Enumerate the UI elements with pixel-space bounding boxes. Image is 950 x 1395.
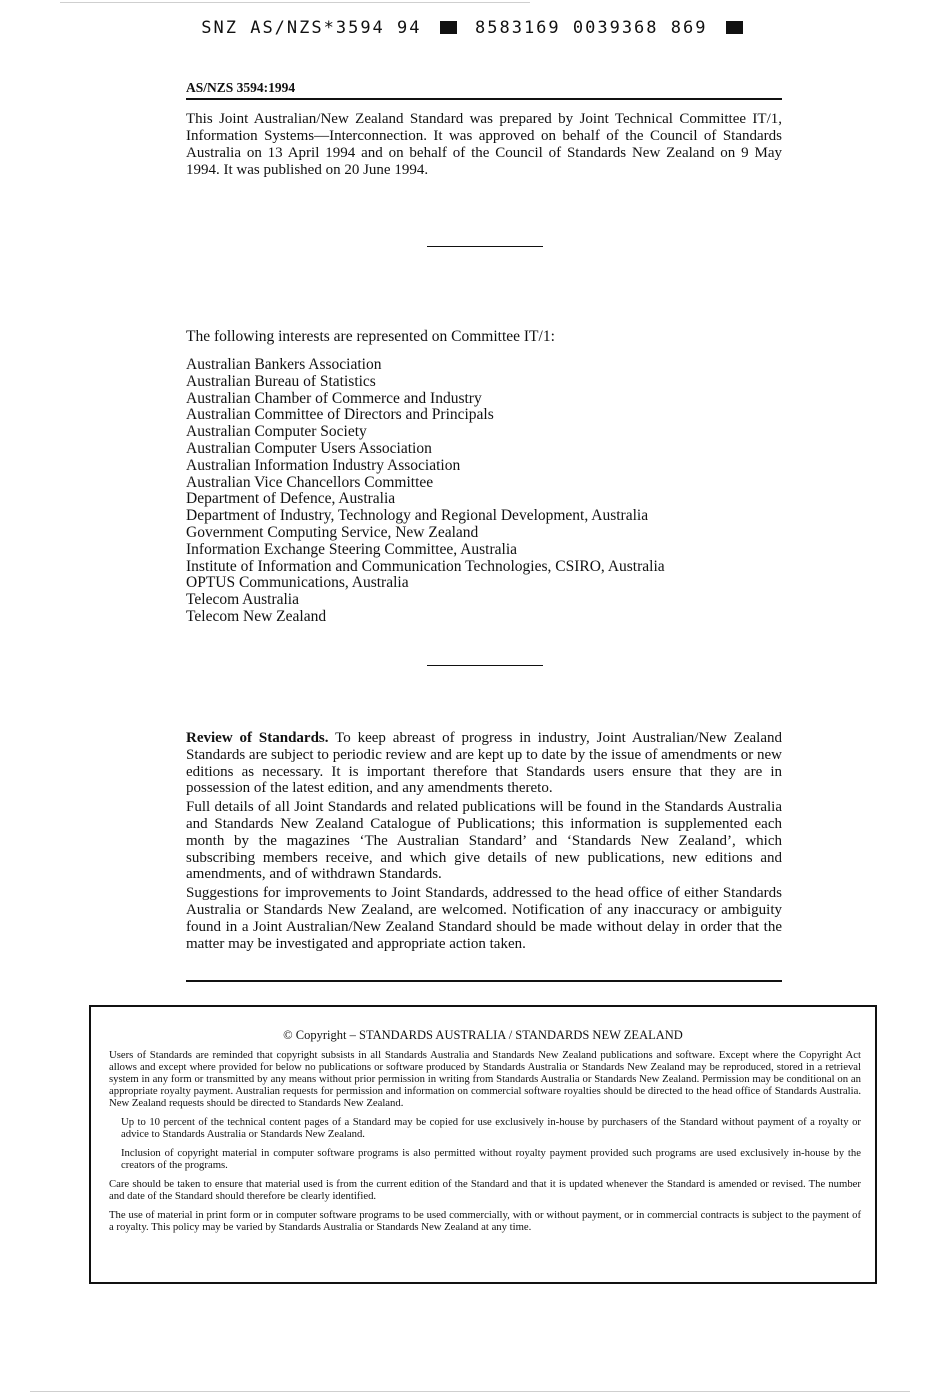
- committee-member: Australian Computer Users Association: [186, 439, 432, 457]
- committee-member: Institute of Information and Communication Technologies, CSIRO, Australia: [186, 557, 665, 575]
- copyright-body: [109, 1049, 861, 1240]
- scan-artifact-top: [60, 2, 530, 3]
- copyright-title: © Copyright – STANDARDS AUSTRALIA / STANDARDS NEW ZEALAND: [283, 1028, 683, 1042]
- review-of-standards: [186, 730, 782, 954]
- copyright-paragraph-1: Users of Standards are reminded that copyright subsists in all Standards Australia and Standards New Zealand publications and software. Except where the Copyright Act allows and except where provided for below no publications or software produced by Standards Australia or Standards New Zealand may be reproduced, stored in a retrieval system in any form or transmitted by any means without prior permission in writing from Standards Australia or Standards New Zealand. Permission may be conditional on an appropriate royalty payment. Australian requests for permission and information on commercial software royalties should be directed to the head office of Standards Australia. New Zealand requests should be directed to Standards New Zealand.: [109, 1049, 861, 1109]
- committee-member: Australian Bureau of Statistics: [186, 372, 376, 390]
- committee-members-list: [186, 357, 665, 626]
- header-code-part2: 8583169 0039368 869: [475, 18, 708, 38]
- committee-member: Australian Information Industry Association: [186, 456, 461, 474]
- section-divider-2: [427, 665, 543, 666]
- header-code: [0, 18, 950, 38]
- header-block-mark-end: [726, 21, 743, 34]
- review-text-1: To keep abreast of progress in industry, Joint Australian/New Zealand Standards are subject to periodic review and are kept up to date by the issue of amendments or new editions as necessary. It is important therefore that Standards users ensure that they are in possession of the latest edition, and any amendments thereto.: [186, 730, 782, 797]
- scan-artifact-bottom: [30, 1391, 910, 1392]
- copyright-paragraph-3: Inclusion of copyright material in computer software programs is also permitted without royalty payment provided such programs are used exclusively in-house by the creators of the programs.: [121, 1147, 861, 1171]
- committee-heading: The following interests are represented on Committee IT/1:: [186, 328, 555, 345]
- committee-member: OPTUS Communications, Australia: [186, 574, 409, 592]
- committee-member: Australian Vice Chancellors Committee: [186, 473, 434, 491]
- committee-member: Telecom New Zealand: [186, 607, 327, 625]
- section-divider-1: [427, 246, 543, 247]
- header-code-part1: SNZ AS/NZS*3594 94: [201, 18, 422, 38]
- copyright-paragraph-5: The use of material in print form or in computer software programs to be used commercially, with or without payment, or in commercial contracts is subject to the payment of a royalty. This policy may be varied by Standards Australia or Standards New Zealand at any time.: [109, 1209, 861, 1233]
- review-lead: Review of Standards.: [186, 730, 329, 746]
- committee-member: Australian Computer Society: [186, 423, 367, 441]
- committee-member: Australian Chamber of Commerce and Industry: [186, 389, 482, 407]
- committee-member: Australian Committee of Directors and Principals: [186, 406, 494, 424]
- committee-member: Department of Industry, Technology and Regional Development, Australia: [186, 507, 649, 525]
- review-paragraph-1: [186, 730, 782, 797]
- document-id: AS/NZS 3594:1994: [186, 80, 782, 100]
- header-block-mark: [440, 21, 457, 34]
- committee-member: Government Computing Service, New Zealand: [186, 523, 479, 541]
- committee-member: Department of Defence, Australia: [186, 490, 396, 508]
- review-paragraph-2: Full details of all Joint Standards and related publications will be found in the Standards Australia and Standards New Zealand Catalogue of Publications; this information is supplemented each month by the magazines ‘The Australian Standard’ and ‘Standards New Zealand’, which subscribing members receive, and which give details of new publications, new editions and amendments, and of withdrawn Standards.: [186, 799, 782, 883]
- copyright-paragraph-4: Care should be taken to ensure that material used is from the current edition of the Standard and that it is updated whenever the Standard is amended or revised. The number and date of the Standard should therefore be clearly identified.: [109, 1178, 861, 1202]
- review-bottom-rule: [186, 980, 782, 982]
- committee-member: Information Exchange Steering Committee, Australia: [186, 540, 518, 558]
- committee-member: Telecom Australia: [186, 591, 299, 609]
- review-paragraph-3: Suggestions for improvements to Joint Standards, addressed to the head office of either Standards Australia or Standards New Zealand, are welcomed. Notification of any inaccuracy or ambiguity found in a Joint Australian/New Zealand Standard should be made without delay in order that the matter may be investigated and appropriate action taken.: [186, 885, 782, 952]
- copyright-notice-box: [89, 1005, 877, 1284]
- intro-paragraph: This Joint Australian/New Zealand Standard was prepared by Joint Technical Committee IT/1, Information Systems—Interconnection. It was approved on behalf of the Council of Standards Australia on 13 April 1994 and on behalf of the Council of Standards New Zealand on 9 May 1994. It was published on 20 June 1994.: [186, 111, 782, 178]
- committee-member: Australian Bankers Association: [186, 356, 382, 373]
- copyright-paragraph-2: Up to 10 percent of the technical content pages of a Standard may be copied for use exclusively in-house by purchasers of the Standard without payment of a royalty or advice to Standards Australia or Standards New Zealand.: [121, 1116, 861, 1140]
